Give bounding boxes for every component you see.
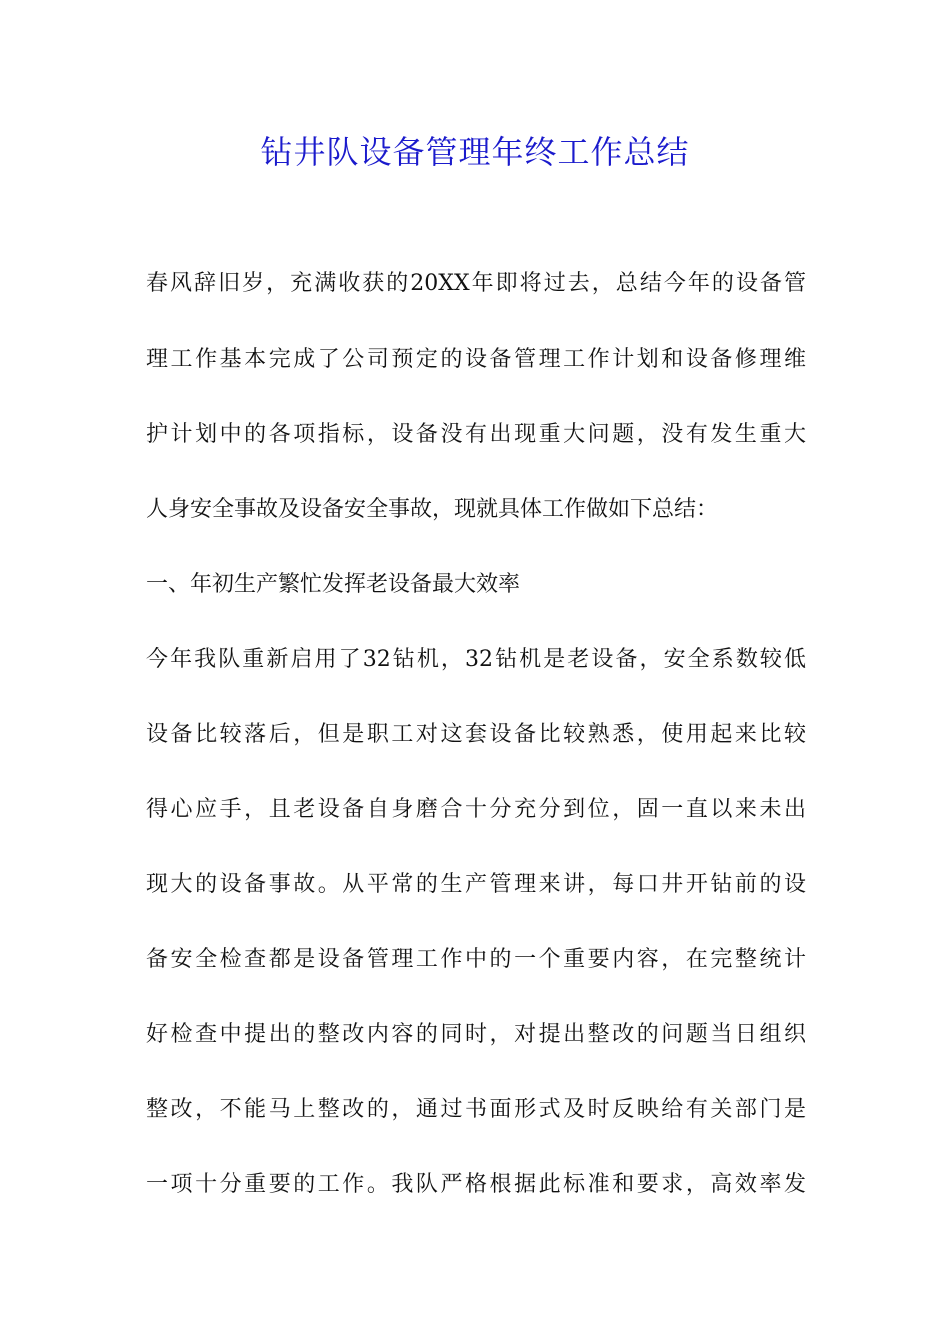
paragraph-line: 备安全检查都是设备管理工作中的一个重要内容，在完整统计	[146, 947, 806, 972]
paragraph-line: 护计划中的各项指标，设备没有出现重大问题，没有发生重大	[146, 422, 806, 447]
paragraph-line: 一项十分重要的工作。我队严格根据此标准和要求，高效率发	[146, 1172, 806, 1197]
paragraph-line: 春风辞旧岁，充满收获的20XX年即将过去，总结今年的设备管	[146, 271, 806, 296]
paragraph-line: 好检查中提出的整改内容的同时，对提出整改的问题当日组织	[146, 1022, 806, 1047]
paragraph-line: 人身安全事故及设备安全事故，现就具体工作做如下总结：	[146, 497, 719, 522]
paragraph-line: 现大的设备事故。从平常的生产管理来讲，每口井开钻前的设	[146, 872, 806, 897]
paragraph-line: 整改，不能马上整改的，通过书面形式及时反映给有关部门是	[146, 1097, 806, 1122]
section-heading: 一、年初生产繁忙发挥老设备最大效率	[146, 572, 521, 597]
document-title: 钻井队设备管理年终工作总结	[260, 133, 690, 171]
paragraph-line: 今年我队重新启用了32钻机，32钻机是老设备，安全系数较低	[146, 647, 806, 672]
paragraph-line: 得心应手，且老设备自身磨合十分充分到位，固一直以来未出	[146, 797, 806, 822]
paragraph-line: 理工作基本完成了公司预定的设备管理工作计划和设备修理维	[146, 347, 806, 372]
paragraph-line: 设备比较落后，但是职工对这套设备比较熟悉，使用起来比较	[146, 722, 806, 747]
